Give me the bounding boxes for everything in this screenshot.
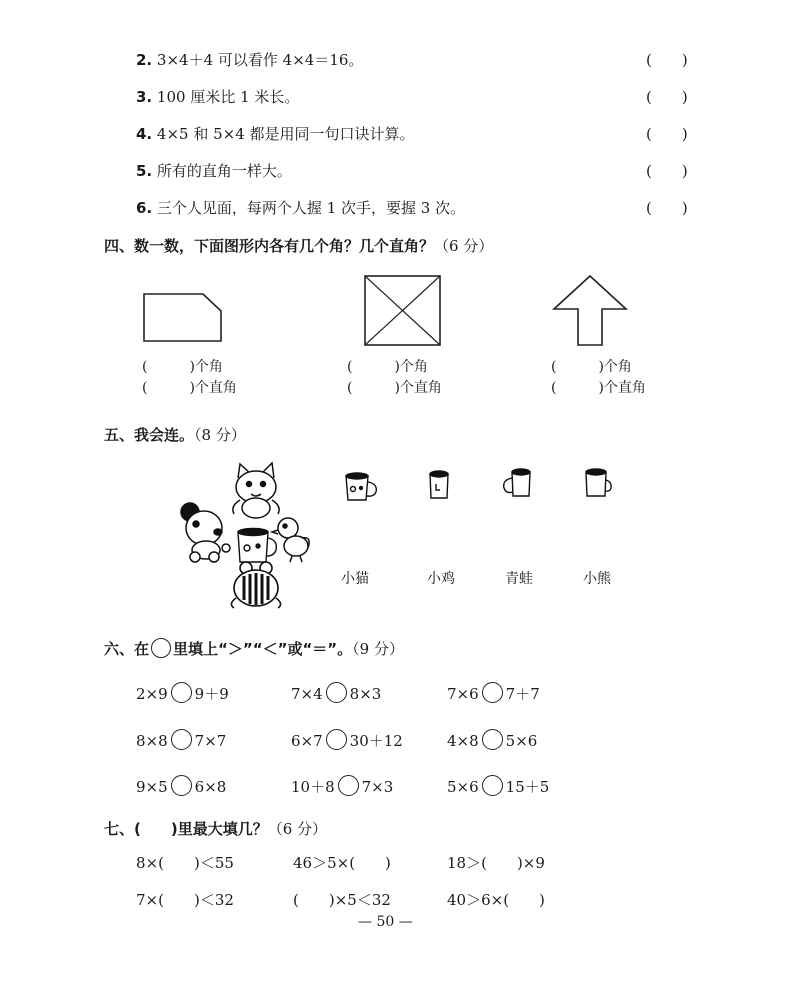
cat-illustration [233,463,279,518]
fig2-right-angles-blank[interactable]: ( )个直角 [347,380,442,396]
mug-handle-left-view [504,469,530,496]
page-number: — 50 — [358,914,413,930]
compare-2-2: 6×7 30＋12 [291,729,403,751]
bear-illustration [181,503,230,562]
fig3-angles-blank[interactable]: ( )个角 [551,359,632,375]
compare-circle[interactable] [171,682,192,703]
compare-circle[interactable] [171,775,192,796]
mug-side-view [430,471,448,498]
max-fill-1-1[interactable]: 8×( )＜55 [136,854,234,872]
tf-answer-blank-4[interactable]: ( ) [646,125,688,143]
section5-heading: 五、我会连。（8 分） [104,426,246,444]
tf-item-2: 2. 3×4＋4 可以看作 4×4＝16。 [136,51,364,69]
center-cup-illustration [238,529,276,563]
max-fill-2-3[interactable]: 40＞6×( ) [447,891,545,909]
compare-3-2: 10＋8 7×3 [291,775,393,797]
label-bear[interactable]: 小熊 [583,571,611,587]
fig1-angles-blank[interactable]: ( )个角 [142,359,223,375]
compare-circle[interactable] [326,729,347,750]
compare-3-3: 5×6 15＋5 [447,775,549,797]
chick-illustration [272,518,309,562]
tf-item-3: 3. 100 厘米比 1 米长。 [136,88,300,106]
label-frog[interactable]: 青蛙 [505,571,533,587]
compare-circle[interactable] [326,682,347,703]
compare-2-3: 4×8 5×6 [447,729,537,750]
compare-1-3: 7×6 7＋7 [447,682,540,704]
tf-answer-blank-3[interactable]: ( ) [646,88,688,106]
tf-answer-blank-2[interactable]: ( ) [646,51,688,69]
max-fill-2-1[interactable]: 7×( )＜32 [136,891,234,909]
compare-1-1: 2×9 9＋9 [136,682,229,704]
fig2-angles-blank[interactable]: ( )个角 [347,359,428,375]
mug-back-view [586,469,611,496]
label-chick[interactable]: 小鸡 [427,571,455,587]
fig1-right-angles-blank[interactable]: ( )个直角 [142,380,237,396]
tf-item-6: 6. 三个人见面，每两个人握 1 次手，要握 3 次。 [136,199,466,217]
section6-heading: 六、在 里填上“＞”“＜”或“＝”。（9 分） [104,640,404,658]
tf-item-5: 5. 所有的直角一样大。 [136,162,292,180]
compare-circle[interactable] [482,682,503,703]
compare-1-2: 7×4 8×3 [291,682,381,703]
tf-answer-blank-6[interactable]: ( ) [646,199,688,217]
section7-heading: 七、( )里最大填几？（6 分） [104,820,328,838]
compare-2-1: 8×8 7×7 [136,729,226,750]
max-fill-2-2[interactable]: ( )×5＜32 [293,891,391,909]
fig3-right-angles-blank[interactable]: ( )个直角 [551,380,646,396]
tf-answer-blank-5[interactable]: ( ) [646,162,688,180]
label-cat[interactable]: 小猫 [341,571,369,587]
mug-front-view [346,473,376,500]
section4-heading: 四、数一数，下面图形内各有几个角？几个直角？（6 分） [104,237,494,255]
circle-icon [151,638,171,658]
compare-circle[interactable] [338,775,359,796]
compare-circle[interactable] [482,775,503,796]
compare-circle[interactable] [171,729,192,750]
max-fill-1-2[interactable]: 46＞5×( ) [293,854,391,872]
frog-illustration [231,562,280,608]
max-fill-1-3[interactable]: 18＞( )×9 [447,854,545,872]
compare-circle[interactable] [482,729,503,750]
compare-3-1: 9×5 6×8 [136,775,226,796]
tf-item-4: 4. 4×5 和 5×4 都是用同一句口诀计算。 [136,125,415,143]
